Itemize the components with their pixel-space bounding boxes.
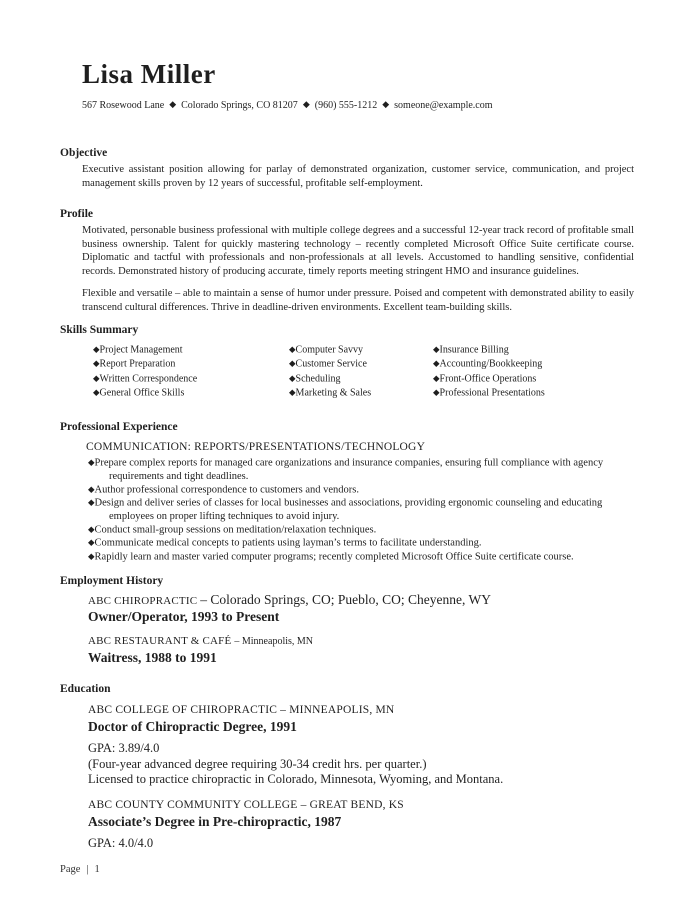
education-school: ABC COUNTY COMMUNITY COLLEGE – GREAT BEND, KS [88,798,404,811]
skill-item [433,343,634,357]
section-heading-profile: Profile [60,208,93,220]
skill-label: General Office Skills [99,387,185,399]
section-heading-employment: Employment History [60,575,164,588]
footer-page-label: Page [60,864,81,875]
diamond-separator-icon: ◆ [302,99,310,109]
skills-column [433,343,634,400]
job-employer-line [88,592,634,609]
bullet-text: Design and deliver series of classes for local businesses and associations, providing ergonomic counseling and educating employees on proper lifting techniques to avoid injury. [94,497,603,522]
education-degree: Doctor of Chiropractic Degree, 1991 [88,719,297,735]
diamond-bullet-icon: ◆ [289,372,296,383]
job-entry [88,632,634,666]
skill-label: Front-Office Operations [439,373,537,385]
experience-bullet [88,550,634,564]
profile-paragraph: Motivated, personable business professional with multiple college degrees and a successful 12-year track record of profitable small business ownership. Talent for quickly mastering technology – recently completed Microsoft Office Suite certificate course. Diplomatic and tactful with professionals and non-professionals at all levels. Accustomed to handling sensitive, confidential records. Demonstrated history of producing accurate, timely reports meeting stringent HMO and insurance guidelines. [82,225,634,277]
skill-item [289,357,433,371]
diamond-bullet-icon: ◆ [88,497,95,508]
job-title: Owner/Operator, 1993 to Present [88,609,280,625]
skill-label: Scheduling [295,373,341,385]
education-detail-line: GPA: 4.0/4.0 [88,835,154,850]
experience-bullet [88,456,634,483]
contact-city: Colorado Springs, CO 81207 [181,100,298,111]
diamond-bullet-icon: ◆ [289,344,296,354]
education-school: ABC COLLEGE OF CHIROPRACTIC – MINNEAPOLIS, MN [88,704,395,717]
section-heading-education: Education [60,683,111,696]
diamond-separator-icon: ◆ [382,99,390,109]
diamond-bullet-icon: ◆ [88,483,95,494]
skill-label: Report Preparation [99,358,176,370]
diamond-bullet-icon: ◆ [433,344,440,354]
contact-email: someone@example.com [394,100,493,111]
diamond-bullet-icon: ◆ [289,386,296,397]
skill-item [289,372,433,386]
skill-label: Project Management [99,344,183,356]
skill-item [433,372,634,386]
job-entry [88,592,634,625]
education-entry [88,703,634,788]
contact-phone: (960) 555-1212 [314,100,378,111]
job-employer: ABC RESTAURANT & CAFÉ [88,635,232,648]
contact-address: 567 Rosewood Lane [82,100,165,111]
diamond-bullet-icon: ◆ [433,372,440,383]
job-location: – Colorado Springs, CO; Pueblo, CO; Cheyenne, WY [200,592,491,608]
education-details [88,741,634,788]
bullet-text: Conduct small-group sessions on meditation/relaxation techniques. [94,524,377,536]
experience-bullet [88,536,634,550]
skill-label: Accounting/Bookkeeping [439,358,543,370]
diamond-bullet-icon: ◆ [289,358,296,369]
footer-separator: | [86,864,89,875]
experience-bullet [88,496,634,523]
section-heading-objective: Objective [60,147,108,159]
education-degree: Associate’s Degree in Pre-chiropractic, 1987 [88,813,342,829]
experience-bullet-list [88,456,634,563]
skill-label: Computer Savvy [295,344,364,356]
section-heading-skills: Skills Summary [60,324,139,336]
experience-subheading: COMMUNICATION: REPORTS/PRESENTATIONS/TECHNOLOGY [86,441,426,454]
skills-grid [93,343,634,400]
page-footer [60,864,100,875]
education-detail-line: Licensed to practice chiropractic in Colorado, Minnesota, Wyoming, and Montana. [88,772,504,787]
diamond-separator-icon: ◆ [169,99,177,109]
diamond-bullet-icon: ◆ [88,457,95,468]
diamond-bullet-icon: ◆ [88,550,95,561]
job-employer-line [88,632,634,650]
experience-bullet [88,483,634,497]
education-entry [88,798,634,852]
diamond-bullet-icon: ◆ [88,537,95,548]
skill-item [93,357,289,371]
diamond-bullet-icon: ◆ [433,358,440,369]
education-detail-line: GPA: 3.89/4.0 [88,741,160,756]
diamond-bullet-icon: ◆ [433,386,440,397]
diamond-bullet-icon: ◆ [93,344,100,354]
bullet-text: Author professional correspondence to customers and vendors. [94,484,360,496]
profile-paragraph: Flexible and versatile – able to maintain a sense of humor under pressure. Poised and competent with demonstrated ability to easily transcend cultural differences. Thrive in deadline-driven environments. Excellent team-building skills. [82,288,634,313]
objective-text: Executive assistant position allowing for parlay of demonstrated organization, customer service, communication, and project management skills proven by 12 years of successful, profitable self-employment. [82,164,634,189]
skills-column [93,343,289,400]
page-content [0,58,696,851]
skill-label: Marketing & Sales [295,387,372,399]
bullet-text: Communicate medical concepts to patients using layman’s terms to facilitate understanding. [94,537,482,549]
bullet-text: Rapidly learn and master varied computer programs; recently completed Microsoft Office Suite certificate course. [94,551,574,563]
education-details [88,836,634,852]
footer-page-number: 1 [94,864,100,875]
job-title: Waitress, 1988 to 1991 [88,650,217,666]
diamond-bullet-icon: ◆ [93,358,100,369]
skill-item [93,386,289,400]
skill-label: Insurance Billing [439,344,509,356]
diamond-bullet-icon: ◆ [93,372,100,383]
diamond-bullet-icon: ◆ [88,523,95,534]
skill-label: Professional Presentations [439,387,545,399]
bullet-text: Prepare complex reports for managed care organizations and insurance companies, ensuring full compliance with agency requirements and tight deadlines. [94,457,604,482]
skill-label: Written Correspondence [99,373,198,385]
skills-column [289,343,433,400]
skill-item [433,386,634,400]
job-employer: ABC CHIROPRACTIC [88,595,198,608]
experience-bullet [88,523,634,537]
skill-item [289,343,433,357]
skill-item [93,372,289,386]
person-name: Lisa Miller [82,59,216,89]
skill-item [433,357,634,371]
section-heading-experience: Professional Experience [60,421,178,434]
job-location: – Minneapolis, MN [234,636,313,648]
contact-line [82,98,634,112]
diamond-bullet-icon: ◆ [93,386,100,397]
skill-item [93,343,289,357]
education-detail-line: (Four-year advanced degree requiring 30-34 credit hrs. per quarter.) [88,756,427,771]
skill-item [289,386,433,400]
skill-label: Customer Service [295,358,367,370]
